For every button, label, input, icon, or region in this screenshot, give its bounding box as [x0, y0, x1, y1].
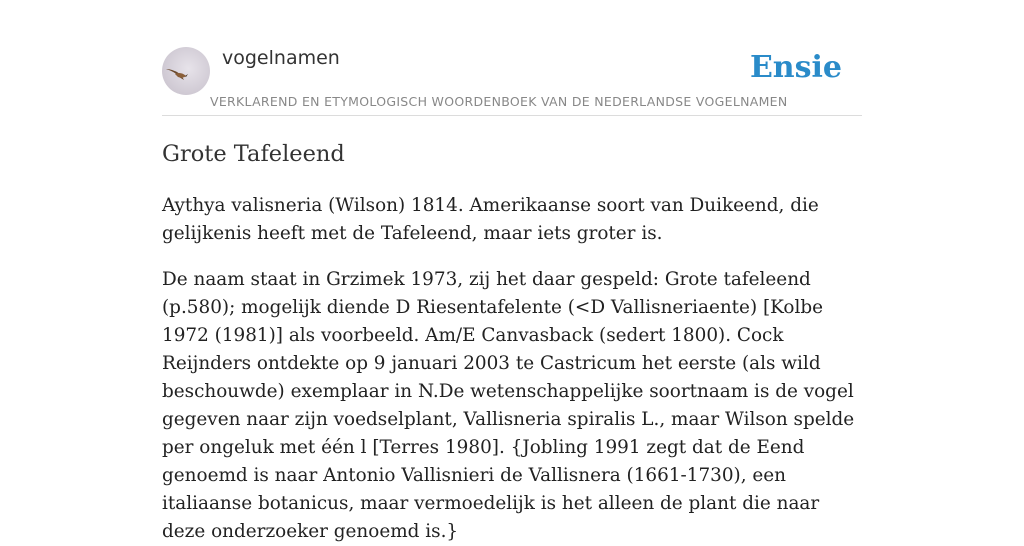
- site-subtitle: VERKLAREND EN ETYMOLOGISCH WOORDENBOEK VAN DE NEDERLANDSE VOGELNAMEN: [210, 94, 788, 109]
- entry-paragraph: Aythya valisneria (Wilson) 1814. Amerikaanse soort van Duikeend, die gelijkenis heeft met de Tafeleend, maar iets groter is.: [162, 195, 819, 244]
- brand-logo[interactable]: Ensie: [749, 50, 842, 85]
- site-name[interactable]: vogelnamen: [222, 47, 340, 69]
- avatar[interactable]: [162, 47, 210, 95]
- entry-content: [162, 138, 862, 546]
- site-header: [162, 40, 862, 116]
- entry-title: Grote Tafeleend: [162, 141, 345, 167]
- bird-icon: [162, 47, 210, 95]
- entry-paragraph: De naam staat in Grzimek 1973, zij het daar gespeld: Grote tafeleend (p.580); mogelijk diende D Riesentafelente (<D Vallisneriaente) [Kolbe 1972 (1981)] als voorbeeld. Am/E Canvasback (sedert 1800). Cock Reijnders ontdekte op 9 januari 2003 te Castricum het eerste (als wild beschouwde) exemplaar in N.De wetenschappelijke soortnaam is de vogel gegeven naar zijn voedselplant, Vallisneria spiralis L., maar Wilson spelde per ongeluk met één l [Terres 1980]. {Jobling 1991 zegt dat de Eend genoemd is naar Antonio Vallisnieri de Vallisnera (1661-1730), een italiaanse botanicus, maar vermoedelijk is het alleen de plant die naar deze onderzoeker genoemd is.}: [162, 269, 855, 542]
